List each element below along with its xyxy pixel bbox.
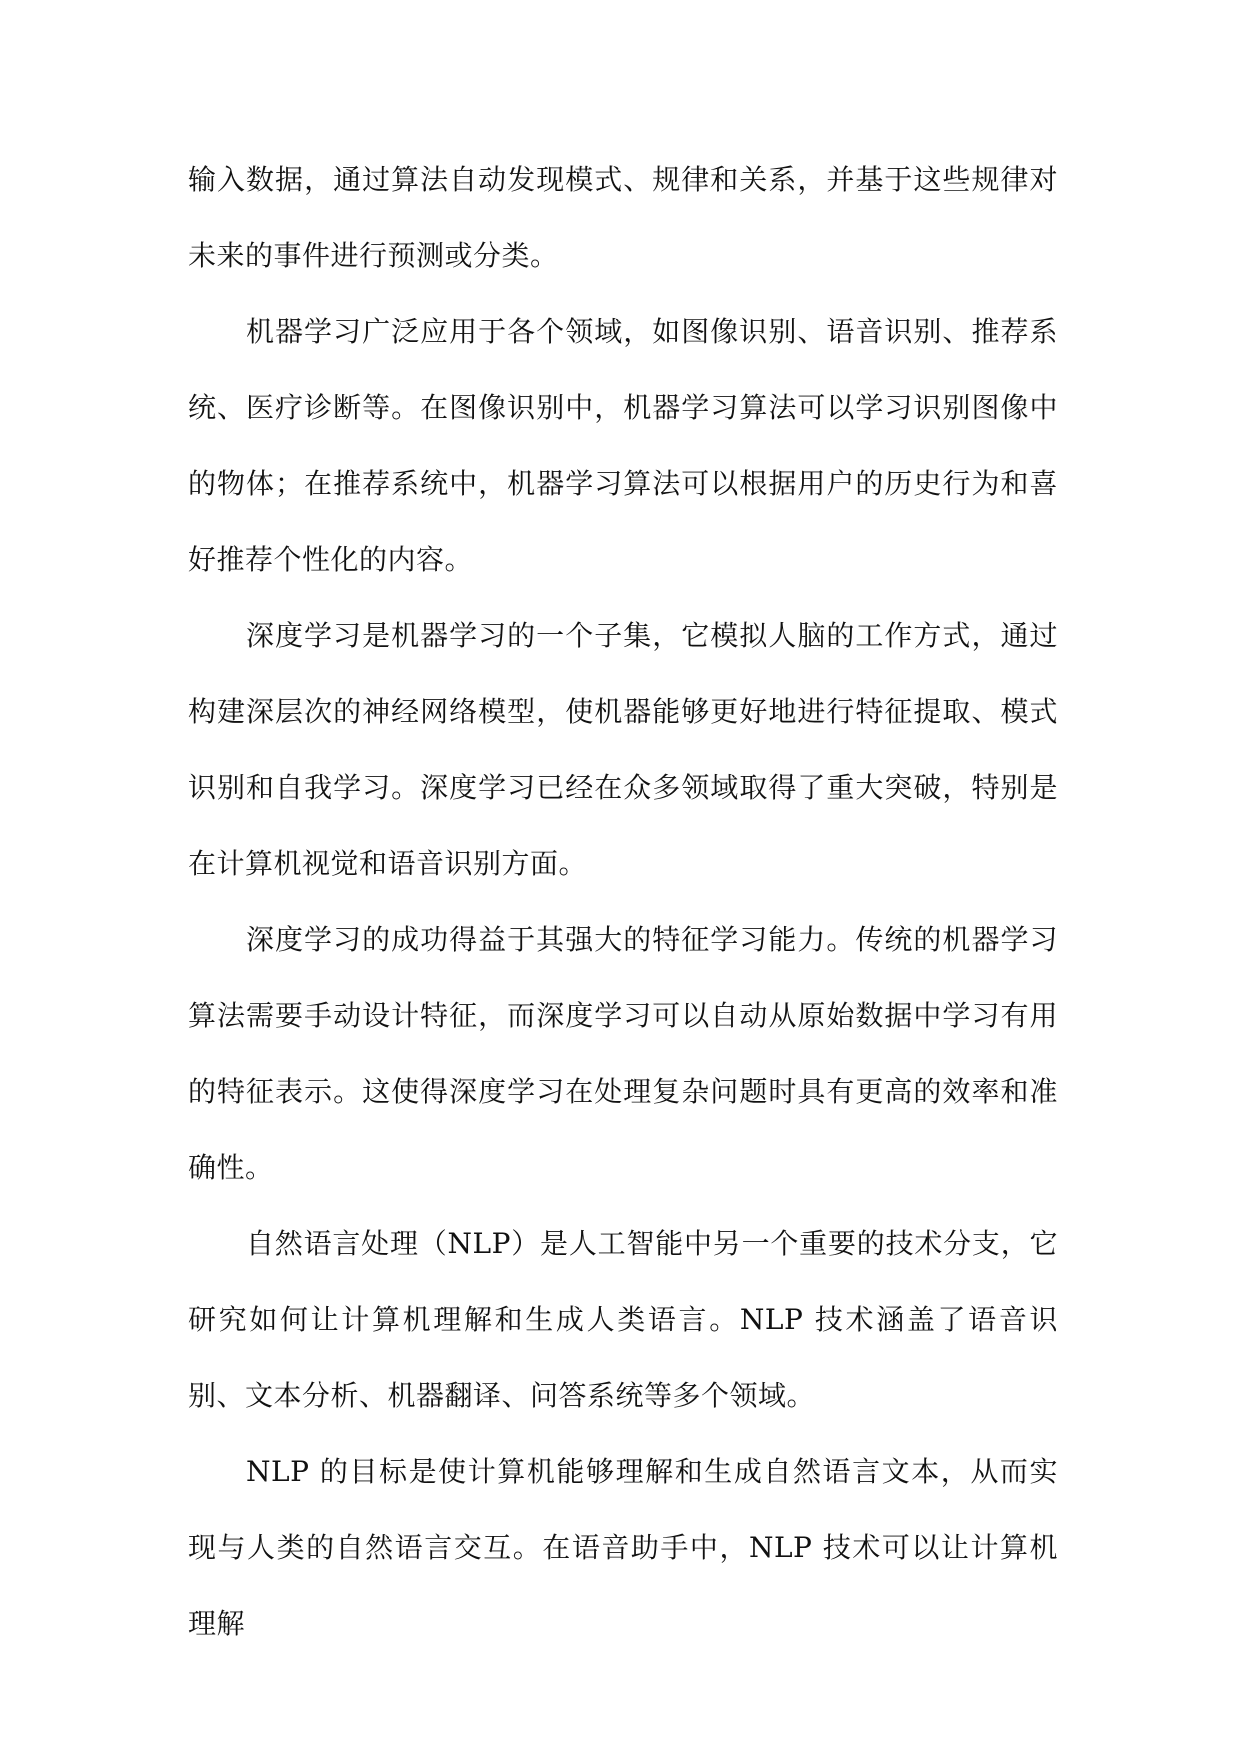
paragraph-3: 深度学习是机器学习的一个子集，它模拟人脑的工作方式，通过构建深层次的神经网络模型，使机器能够更好地进行特征提取、模式识别和自我学习。深度学习已经在众多领域取得了重大突破，特别是在计算机视觉和语音识别方面。 [188,619,1058,880]
paragraph-2: 机器学习广泛应用于各个领域，如图像识别、语音识别、推荐系统、医疗诊断等。在图像识别中，机器学习算法可以学习识别图像中的物体；在推荐系统中，机器学习算法可以根据用户的历史行为和喜好推荐个性化的内容。 [188,315,1058,576]
paragraph-4: 深度学习的成功得益于其强大的特征学习能力。传统的机器学习算法需要手动设计特征，而深度学习可以自动从原始数据中学习有用的特征表示。这使得深度学习在处理复杂问题时具有更高的效率和准确性。 [188,923,1058,1184]
paragraph-1: 输入数据，通过算法自动发现模式、规律和关系，并基于这些规律对未来的事件进行预测或分类。 [188,163,1058,272]
paragraph-5: 自然语言处理（NLP）是人工智能中另一个重要的技术分支，它研究如何让计算机理解和生成人类语言。NLP 技术涵盖了语音识别、文本分析、机器翻译、问答系统等多个领域。 [188,1227,1058,1412]
paragraph-6: NLP 的目标是使计算机能够理解和生成自然语言文本，从而实现与人类的自然语言交互。在语音助手中，NLP 技术可以让计算机理解 [188,1455,1058,1640]
body-text [188,142,1058,1662]
